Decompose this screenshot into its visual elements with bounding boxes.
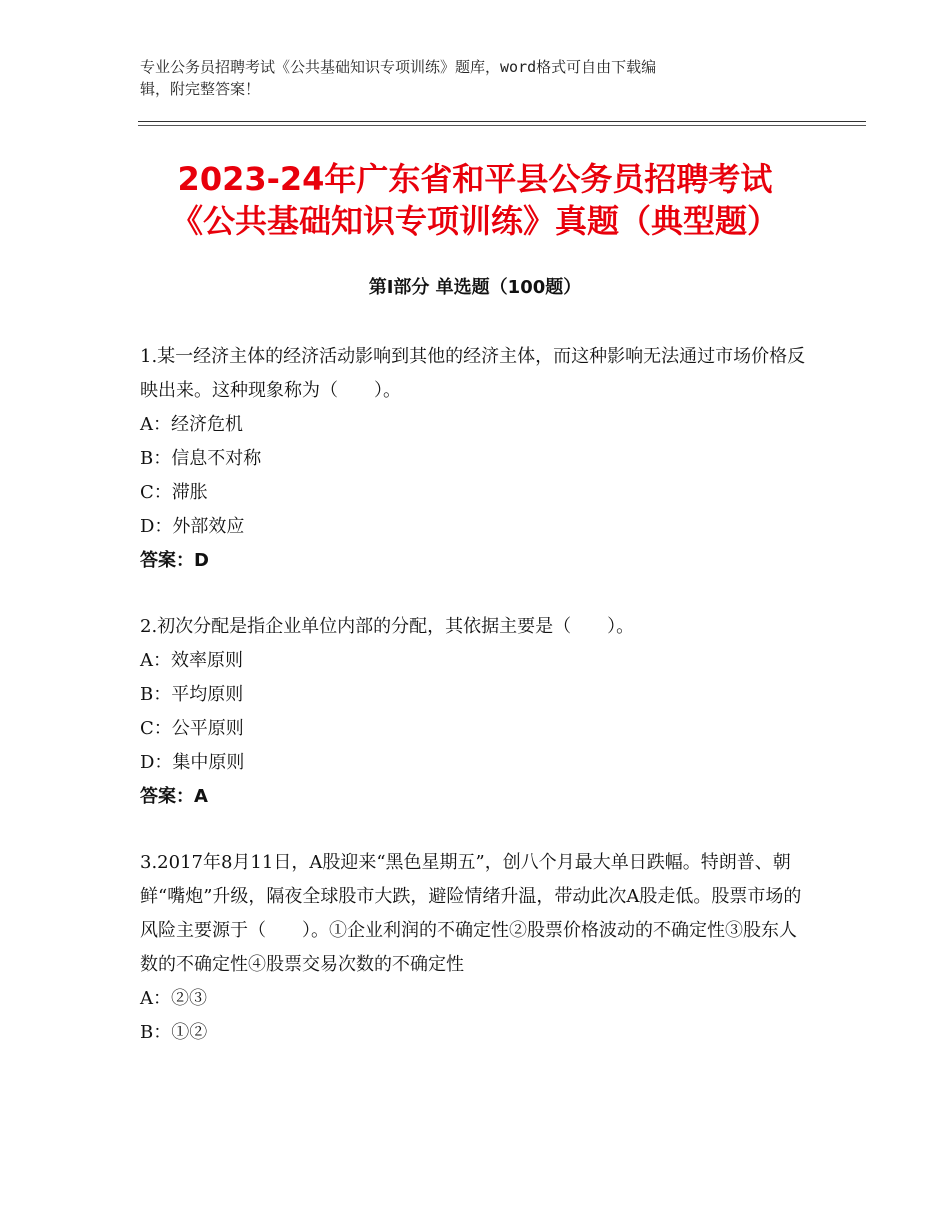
header-line-1: 专业公务员招聘考试《公共基础知识专项训练》题库，word格式可自由下载编 [140, 58, 657, 76]
question-text: 1.某一经济主体的经济活动影响到其他的经济主体，而这种影响无法通过市场价格反映出来。这种现象称为（ ）。 [140, 346, 806, 401]
header-rule-thin [138, 121, 866, 122]
option-d: D：外部效应 [140, 516, 245, 537]
question-1 [140, 340, 810, 578]
option-a: A：②③ [140, 988, 207, 1009]
option-b: B：①② [140, 1022, 208, 1043]
document-title [100, 158, 850, 242]
header-rule-thick [138, 125, 866, 126]
option-c: C：滞胀 [140, 482, 208, 503]
option-b: B：平均原则 [140, 684, 244, 705]
answer-label: 答案：D [140, 550, 209, 571]
section-title: 第Ⅰ部分 单选题（100题） [368, 277, 582, 298]
title-line-1: 2023-24年广东省和平县公务员招聘考试 [177, 160, 773, 198]
option-a: A：效率原则 [140, 650, 243, 671]
question-text: 2.初次分配是指企业单位内部的分配，其依据主要是（ ）。 [140, 616, 635, 637]
option-c: C：公平原则 [140, 718, 244, 739]
page-header [140, 56, 800, 100]
question-2 [140, 610, 810, 814]
option-d: D：集中原则 [140, 752, 245, 773]
option-b: B：信息不对称 [140, 448, 262, 469]
question-text: 3.2017年8月11日，A股迎来“黑色星期五”，创八个月最大单日跌幅。特朗普、朝鲜“嘴炮”升级，隔夜全球股市大跌，避险情绪升温，带动此次A股走低。股票市场的风险主要源于（ ）。①企业利润的不确定性②股票价格波动的不确定性③股东人数的不确定性④股票交易次数的不确定性 [140, 852, 802, 975]
title-line-2: 《公共基础知识专项训练》真题（典型题） [170, 202, 779, 240]
question-3 [140, 846, 810, 1050]
option-a: A：经济危机 [140, 414, 243, 435]
question-list [140, 340, 810, 1082]
answer-label: 答案：A [140, 786, 208, 807]
header-line-2: 辑，附完整答案！ [140, 80, 261, 98]
